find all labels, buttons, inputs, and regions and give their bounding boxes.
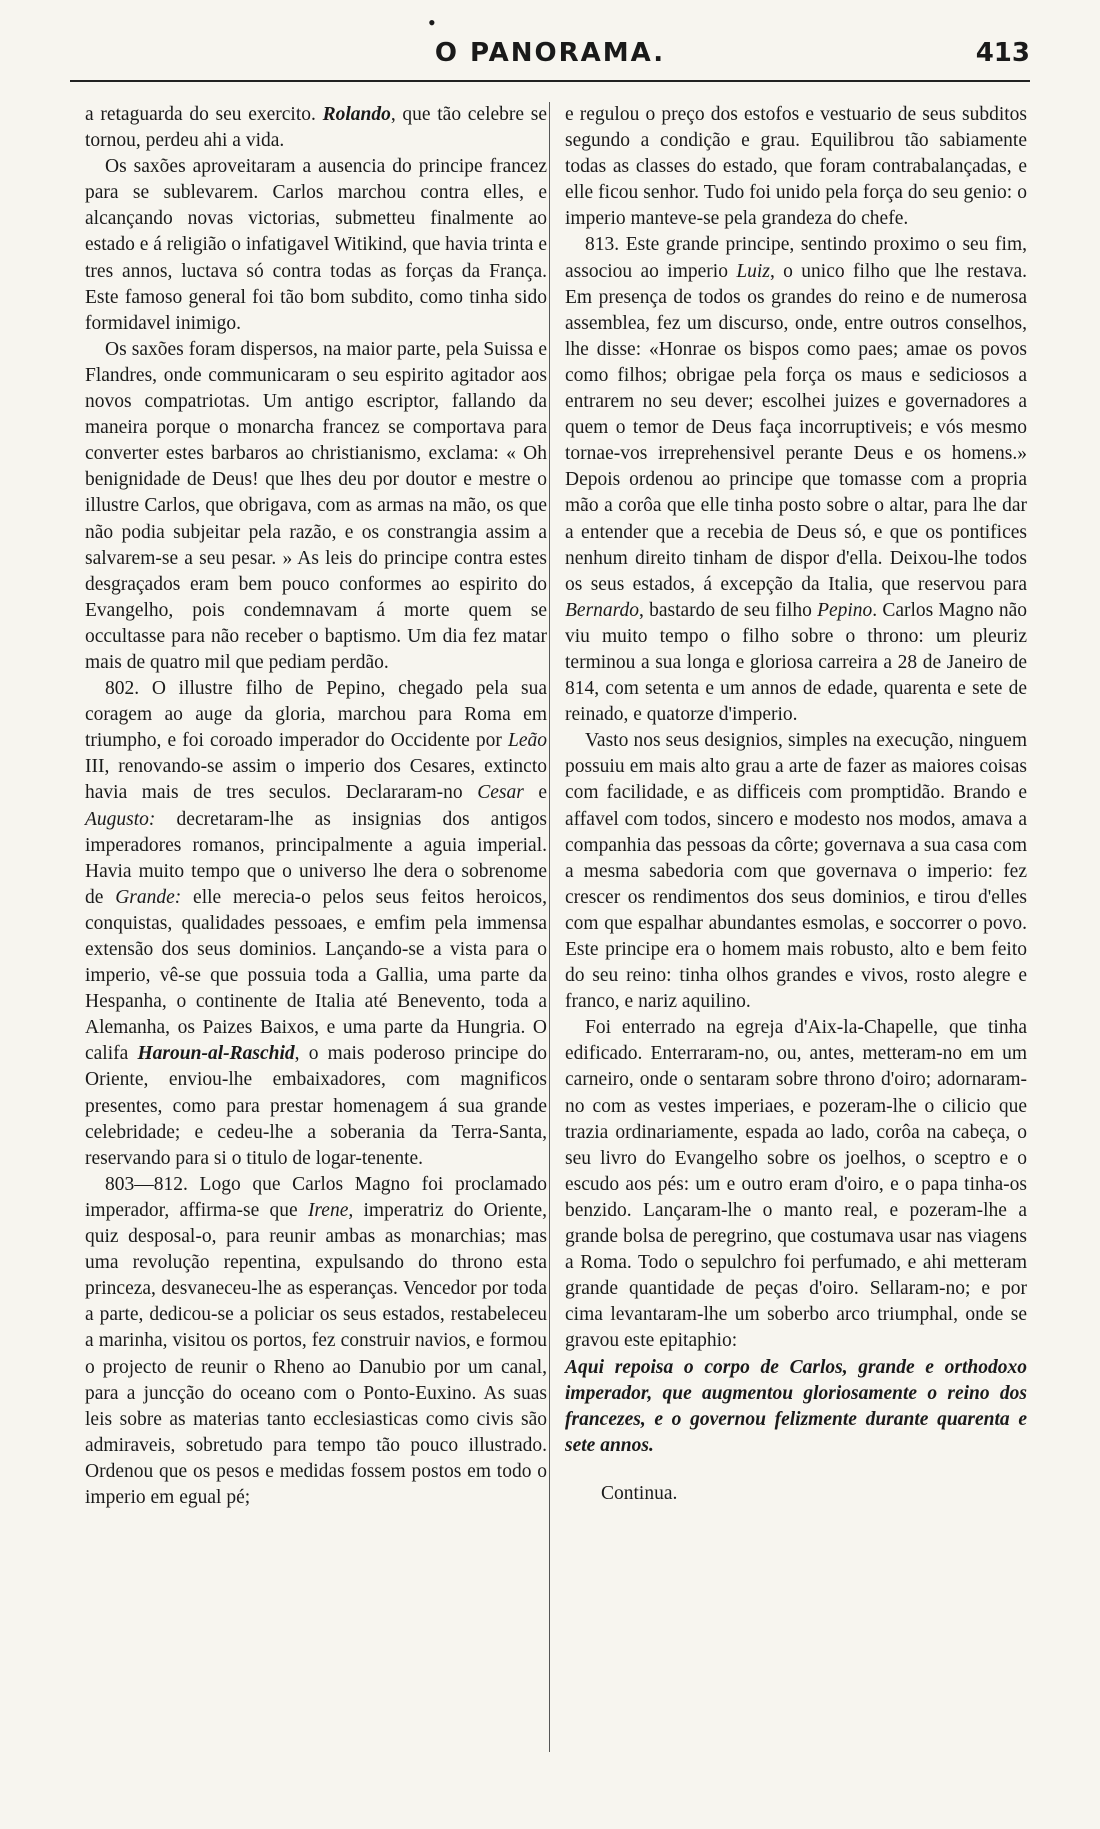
paragraph: e regulou o preço dos estofos e vestuario de seus subditos segundo a condição e grau. Equilibrou tão sabiamente todas as classes do estado, que foram contrabalançadas, e elle ficou senhor. Tudo foi unido pela força do seu genio: o imperio manteve-se pela grandeza do chefe. [565,104,1027,230]
section-number: 813. [585,234,620,256]
paragraph: 803—812. Logo que Carlos Magno foi proclamado imperador, affirma-se que Irene, imperatriz do Oriente, quiz desposal-o, para reunir ambas as monarchias; mas uma revolução repentina, expulsando do throno esta princeza, desvaneceu-lhe as esperanças. Vencedor por toda a parte, dedicou-se a policiar os seus estados, restabeleceu a marinha, visitou os portos, fez construir navios, e formou o projecto de reunir o Rheno ao Danubio por um canal, para a juncção do oceano com o Ponto-Euxino. As suas leis sobre as materias tanto ecclesiasticas como civis são admiraveis, sobretudo para tempo tão pouco illustrado. Ordenou que os pesos e medidas fossem postos em todo o imperio em egual pé; [85,1173,547,1508]
column-divider [549,102,550,1752]
paragraph: 802. O illustre filho de Pepino, chegado pela sua coragem ao auge da gloria, marchou para Roma em triumpho, e foi coroado imperador do Occidente por Leão III, renovando-se assim o imperio dos Cesares, extincto havia mais de tres seculos. Declararam-no Cesar e Augusto: decretaram-lhe as insignias dos antigos imperadores romanos, principalmente a aguia imperial. Havia muito tempo que o universo lhe dera o sobrenome de Grande: elle merecia-o pelos seus feitos heroicos, conquistas, qualidades pessoaes, e emfim pela immensa extensão dos seus dominios. Lançando-se a vista para o imperio, vê-se que possuia toda a Gallia, uma parte da Hespanha, o continente de Italia até Benevento, toda a Alemanha, os Paizes Baixos, e uma parte da Hungria. O califa Haroun-al-Raschid, o mais poderoso principe do Oriente, enviou-lhe embaixadores, com magnificos presentes, como para prestar homenagem á sua grande celebridade; e cedeu-lhe a soberania da Terra-Santa, reservando para si o titulo de logar-tenente. [85,678,548,1169]
paragraph: Os saxões aproveitaram a ausencia do principe francez para se sublevarem. Carlos marchou contra elles, e alcançando novas victorias, submetteu finalmente ao estado e á religião o infatigavel Witikind, que havia trinta e tres annos, luctava só contra todas as forças da França. Este famoso general foi tão bom subdito, como tinha sido formidavel inimigo. [85,156,547,334]
continued-note: Continua. [601,1482,678,1504]
page-number: 413 [975,38,1030,68]
right-column [565,102,1027,1507]
page-header [70,10,1030,82]
ink-dot: • [428,10,436,35]
journal-title: O PANORAMA. [434,38,666,68]
paragraph: a retaguarda do seu exercito. Rolando, que tão celebre se tornou, perdeu ahi a vida. [85,104,547,152]
paragraph: 813. Este grande principe, sentindo proximo o seu fim, associou ao imperio Luiz, o unico filho que lhe restava. Em presença de todos os grandes do reino e de numerosa assemblea, fez um discurso, onde, entre outros conselhos, lhe disse: «Honrae os bispos como paes; amae os povos como filhos; obrigae pela força os maus e sediciosos a entrarem no seu dever; escolhei juizes e governadores a quem o temor de Deus faça incorruptiveis; e vós mesmo tornae-vos irreprehensivel perante Deus e os homens.» Depois ordenou ao principe que tomasse com a propria mão a corôa que elle tinha posto sobre o altar, para lhe dar a entender que a recebia de Deus só, e que os pontifices nenhum direito tinham de dispor d'ella. Deixou-lhe todos os seus estados, á excepção da Italia, que reservou para Bernardo, bastardo de seu filho Pepino. Carlos Magno não viu muito tempo o filho sobre o throno: um pleuriz terminou a sua longa e gloriosa carreira a 28 de Janeiro de 814, com setenta e um annos de edade, quarenta e sete de reinado, e quatorze d'imperio. [565,234,1027,726]
paragraph: Foi enterrado na egreja d'Aix-la-Chapelle, que tinha edificado. Enterraram-no, ou, antes, metteram-no em um carneiro, onde o sentaram sobre throno d'oiro; adornaram-no com as vestes imperiaes, e pozeram-lhe o cilicio que trazia ordinariamente, espada ao lado, corôa na cabeça, o seu livro do Evangelho sobre os joelhos, o sceptro e o escudo aos pés: um e outro eram d'oiro, e o papa tinha-os benzido. Lançaram-lhe o manto real, e pozeram-lhe a grande bolsa de peregrino, que costumava usar nas viagens a Roma. Todo o sepulchro foi perfumado, e ahi metteram grande quantidade de peças d'oiro. Sellaram-no; e por cima levantaram-lhe um soberbo arco triumphal, onde se gravou este epitaphio: [565,1017,1027,1352]
section-number: 802. [105,678,140,700]
paragraph: Vasto nos seus designios, simples na execução, ninguem possuiu em mais alto grau a arte de fazer as maiores coisas com facilidade, e as difficeis com promptidão. Brando e affavel com todos, sincero e modesto nos modos, amava a companhia das pessoas da côrte; governava a sua casa com a mesma sabedoria com que governava o imperio: fez crescer os rendimentos dos seus dominios, e tirou d'elles com que espalhar abundantes esmolas, e soccorrer o povo. Este principe era o homem mais robusto, alto e bem feito do seu reino: tinha olhos grandes e vivos, rosto alegre e franco, e nariz aquilino. [565,730,1027,1013]
epitaph: Aqui repoisa o corpo de Carlos, grande e orthodoxo imperador, que augmentou gloriosamente o reino dos francezes, e o governou felizmente durante quarenta e sete annos. [565,1356,1027,1456]
left-column [85,102,547,1511]
section-number: 803—812. [105,1173,188,1195]
paragraph: Os saxões foram dispersos, na maior parte, pela Suissa e Flandres, onde communicaram o seu espirito agitador aos novos compatriotas. Um antigo escriptor, fallando da maneira porque o monarcha francez se comportava para converter estes barbaros ao christianismo, exclama: « Oh benignidade de Deus! que lhes deu por doutor e mestre o illustre Carlos, que obrigava, com as armas na mão, os que não podia subjeitar pela razão, e os constrangia assim a salvarem-se a seu pesar. » As leis do principe contra estes desgraçados eram bem pouco conformes ao espirito do Evangelho, pois condemnavam á morte quem se occultasse para não receber o baptismo. Um dia fez matar mais de quatro mil que pediam perdão. [85,338,547,673]
